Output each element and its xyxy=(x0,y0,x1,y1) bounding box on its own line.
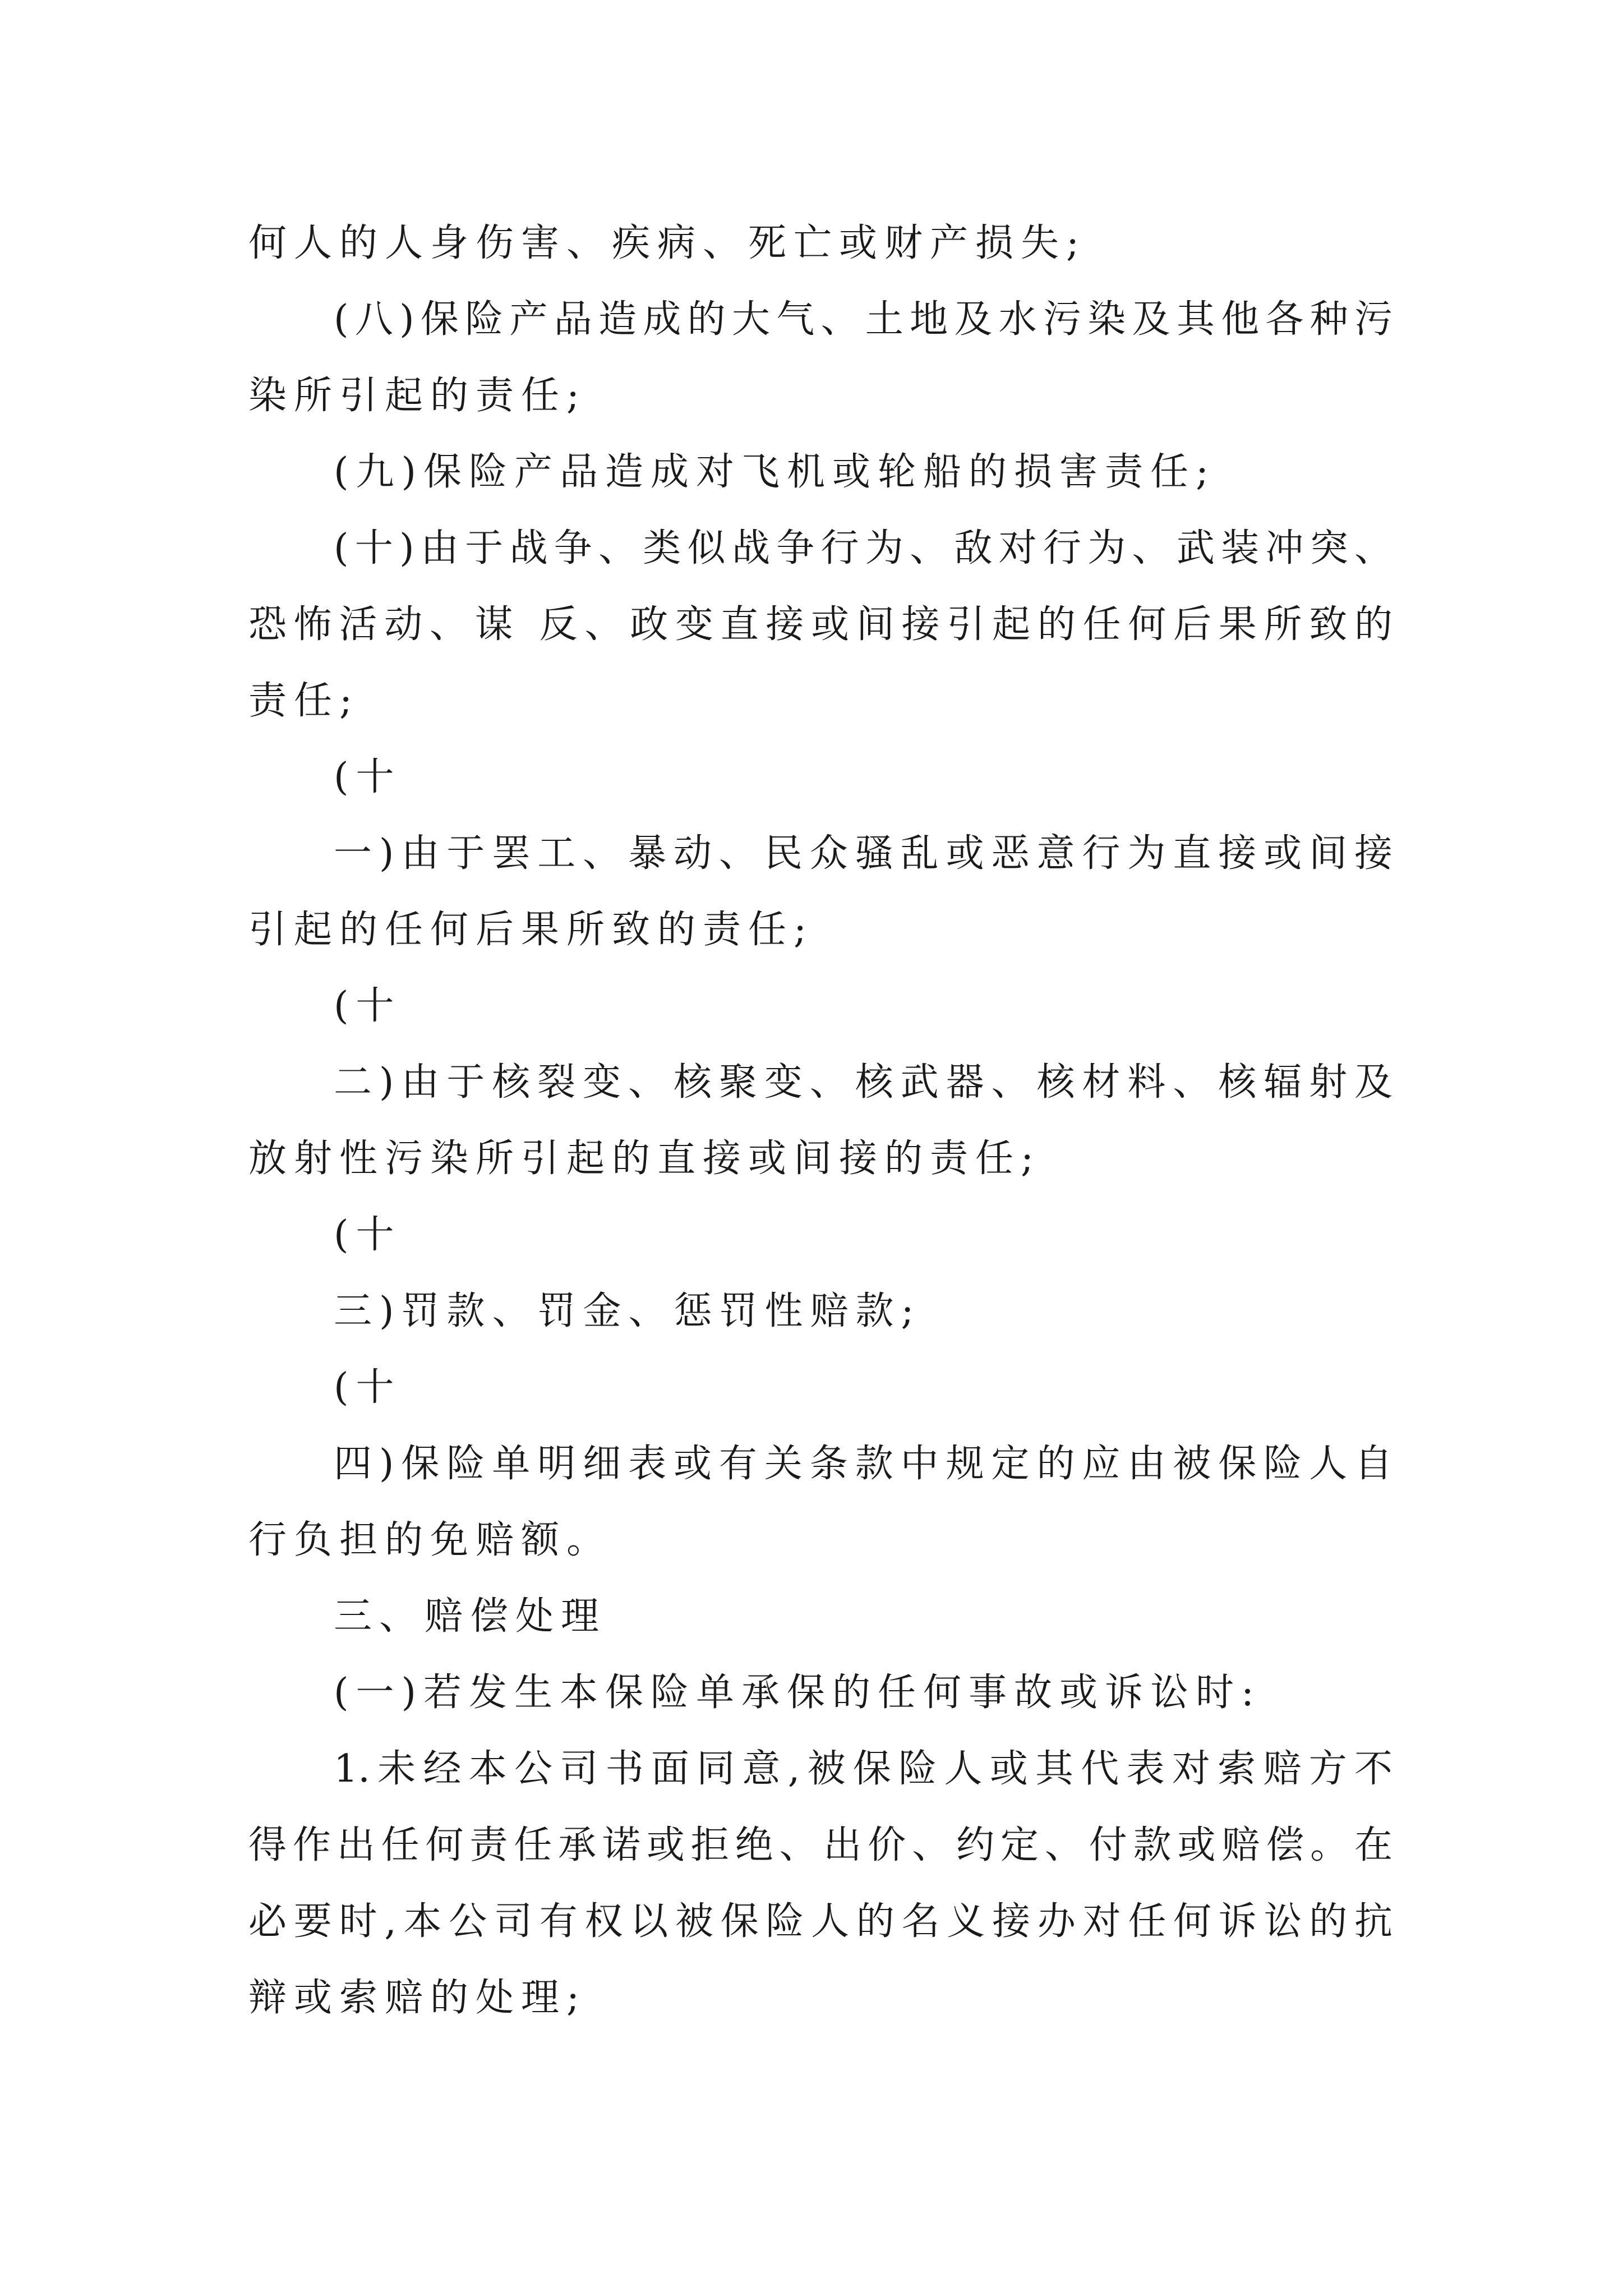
text-line: (十)由于战争、类似战争行为、敌对行为、武装冲突、 xyxy=(334,526,1393,570)
text-line: 辩或索赔的处理; xyxy=(248,1976,587,2020)
section-heading: 三、赔偿处理 xyxy=(334,1594,607,1639)
text-line: 责任; xyxy=(248,679,359,723)
text-line: 染所引起的责任; xyxy=(248,374,587,418)
text-line: 三)罚款、罚金、惩罚性赔款; xyxy=(334,1289,921,1333)
text-line: 恐怖活动、谋 反、政变直接或间接引起的任何后果所致的 xyxy=(248,602,1393,647)
text-line: 1.未经本公司书面同意,被保险人或其代表对索赔方不 xyxy=(334,1747,1393,1791)
text-line: (九)保险产品造成对飞机或轮船的损害责任; xyxy=(334,450,1216,494)
text-line: 必要时,本公司有权以被保险人的名义接办对任何诉讼的抗 xyxy=(248,1899,1393,1944)
text-line: 一)由于罢工、暴动、民众骚乱或恶意行为直接或间接 xyxy=(334,831,1393,876)
text-line: (十 xyxy=(334,1365,402,1410)
text-line: 二)由于核裂变、核聚变、核武器、核材料、核辐射及 xyxy=(334,1060,1393,1105)
text-line: 四)保险单明细表或有关条款中规定的应由被保险人自 xyxy=(334,1442,1393,1486)
text-line: 引起的任何后果所致的责任; xyxy=(248,908,814,952)
text-line: 行负担的免赔额。 xyxy=(248,1518,612,1562)
text-line: (十 xyxy=(334,984,402,1028)
text-line: (十 xyxy=(334,1213,402,1257)
text-line: (一)若发生本保险单承保的任何事故或诉讼时: xyxy=(334,1671,1261,1715)
text-line: 放射性污染所引起的直接或间接的责任; xyxy=(248,1137,1041,1181)
text-line: (十 xyxy=(334,755,402,799)
text-line: 得作出任何责任承诺或拒绝、出价、约定、付款或赔偿。在 xyxy=(248,1823,1393,1867)
document-body xyxy=(248,205,1393,2036)
text-line: 何人的人身伤害、疾病、死亡或财产损失; xyxy=(248,221,1086,265)
text-line: (八)保险产品造成的大气、土地及水污染及其他各种污 xyxy=(334,297,1393,342)
